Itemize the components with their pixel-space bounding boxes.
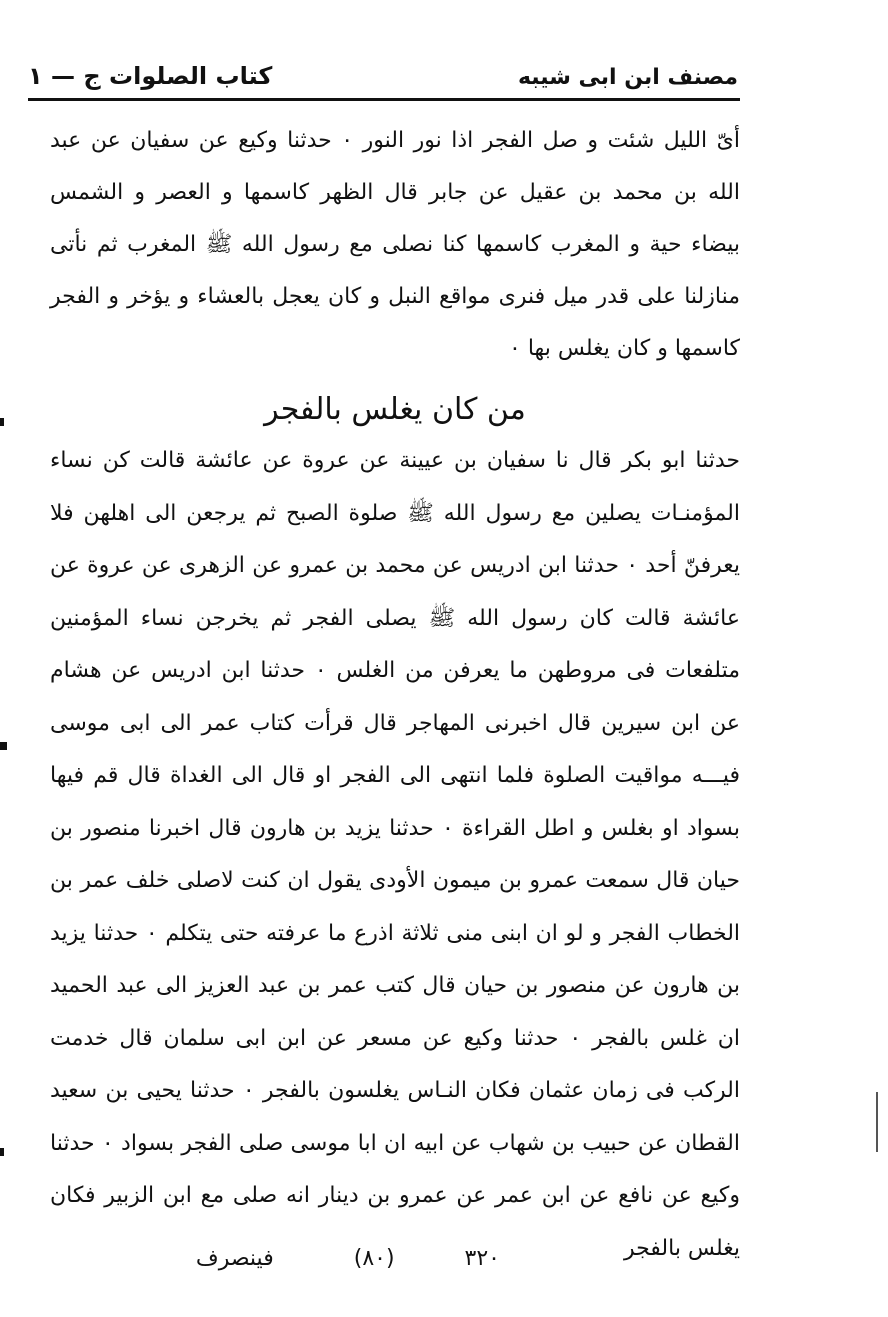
margin-mark [876,1092,878,1152]
page-footer [100,1238,500,1278]
header-chapter-title: كتاب الصلوات ج — ١ [28,62,273,90]
page-number: ٣٢٠ [464,1245,500,1271]
margin-mark [0,742,7,750]
header-book-title: مصنف ابن ابى شيبه [517,65,738,90]
catchword: فينصرف [195,1245,274,1271]
margin-mark [0,1148,4,1156]
signature-mark: (٨٠) [353,1245,395,1271]
header-rule [28,98,740,101]
paragraph-main: حدثنا ابو بكر قال نا سفيان بن عيينة عن عروة عن عائشة قالت كن نساء المؤمنـات يصلين مع رسول الله ﷺ صلوة الصبح ثم يرجعن الى اهلهن فلا يعرفنّ أحد ۰ حدثنا ابن ادريس عن محمد بن عمرو عن الزهرى عن عروة عن عائشة قالت كان رسول الله ﷺ يصلى الفجر ثم يخرجن نساء المؤمنين متلفعات فى مروطهن ما يعرفن من الغلس ۰ حدثنا ابن ادريس عن هشام عن ابن سيرين قال اخبرنى المهاجر قال قرأت كتاب عمر الى ابى موسى فيـــه مواقيت الصلوة فلما انتهى الى الفجر او قال الى الغداة قال قم فيها بسواد او بغلس و اطل القراءة ۰ حدثنا يزيد بن هارون قال اخبرنا منصور بن حيان قال سمعت عمرو بن ميمون الأودى يقول ان كنت لاصلى خلف عمر بن الخطاب الفجر و لو ان ابنى منى ثلاثة اذرع ما عرفته حتى يتكلم ۰ حدثنا يزيد بن هارون عن منصور بن حيان قال كتب عمر بن عبد العزيز الى عبد الحميد ان غلس بالفجر ۰ حدثنا وكيع عن مسعر عن ابن ابى سلمان قال خدمت الركب فى زمان عثمان فكان النـاس يغلسون بالفجر ۰ حدثنا يحيى بن سعيد القطان عن حبيب بن شهاب عن ابيه ان ابا موسى صلى الفجر بسواد ۰ حدثنا وكيع عن نافع عن ابن عمر عن عمرو بن دينار انه صلى مع ابن الزبير فكان يغلس بالفجر [50,448,741,1261]
margin-mark [0,418,4,426]
paragraph-continuation: أىّ الليل شئت و صل الفجر اذا نور النور ۰ حدثنا وكيع عن سفيان عن عبد الله بن محمد بن عقيل عن جابر قال الظهر كاسمها و العصر و الشمس بيضاء حية و المغرب كاسمها كنا نصلى مع رسول الله ﷺ المغرب ثم نأتى منازلنا على قدر ميل فنرى مواقع النبل و كان يعجل بالعشاء و يؤخر و الفجر كاسمها و كان يغلس بها ۰ [50,128,741,361]
section-heading: من كان يغلس بالفجر [264,392,526,427]
running-header [28,40,738,90]
